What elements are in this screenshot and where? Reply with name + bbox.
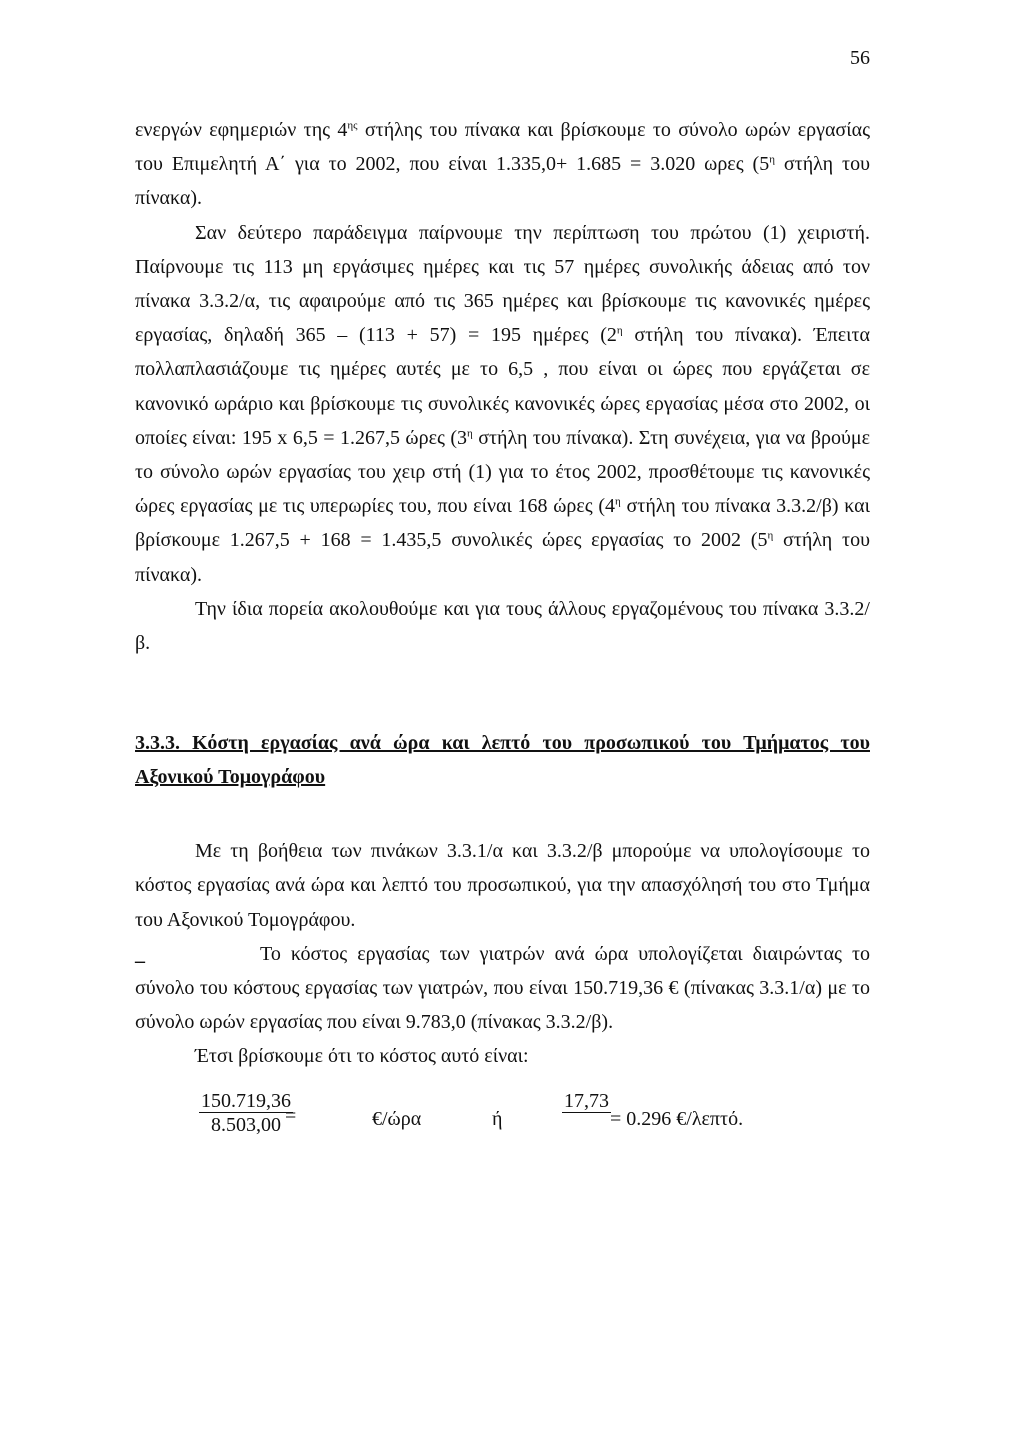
- unit-per-hour: €/ώρα: [372, 1107, 422, 1130]
- fraction-hours: [199, 1090, 293, 1137]
- equals-sign: =: [285, 1104, 297, 1127]
- cost-formula: [135, 1090, 870, 1160]
- result-per-minute: = 0.296 €/λεπτό.: [610, 1107, 744, 1130]
- paragraph-2: Σαν δεύτερο παράδειγμα παίρνουμε την περίπτωση του πρώτου (1) χειριστή. Παίρνουμε τις 113 μη εργάσιμες ημέρες και τις 57 ημέρες συνολικής άδειας από τον πίνακα 3.3.2/α, τις αφαιρούμε από τις 365 ημέρες και βρίσκουμε τις κανονικές ημέρες εργασίας, δηλαδή 365 – (113 + 57) = 195 ημέρες ($2^\eta$ στήλη του πίνακα). Έπειτα πολλαπλασιάζουμε τις ημέρες αυτές με το 6,5 , που είναι οι ώρες που εργάζεται σε κανονικό ωράριο και βρίσκουμε τις συνολικές κανονικές ώρες εργασίας μέσα στο 2002, οι οποίες είναι: 195 x 6,5 = 1.267,5 ώρες ($3^\eta$ στήλη του πίνακα). Στη συνέχεια, για να βρούμε το σύνολο ωρών εργασίας του χειρ στή (1) για το έτος 2002, προσθέτουμε τις κανονικές ώρες εργασίας με τις υπερωρίες του, που είναι 168 ώρες ($4^\eta$ στήλη του πίνακα 3.3.2/β) και βρίσκουμε 1.267,5 + 168 = 1.435,5 συνολικές ώρες εργασίας το 2002 ($5^\eta$ στήλη του πίνακα).: [135, 221, 870, 586]
- fraction-minutes: [562, 1090, 611, 1113]
- page-number: 56: [850, 47, 870, 69]
- document-body: [135, 113, 870, 1160]
- or-word: ή: [492, 1107, 503, 1130]
- section-heading: 3.3.3. Κόστη εργασίας ανά ώρα και λεπτό του προσωπικού του Τμήματος του Αξονικού Τομογράφου: [135, 732, 870, 789]
- fraction-numerator: 150.719,36: [201, 1089, 291, 1112]
- paragraph-4: Με τη βοήθεια των πινάκων 3.3.1/α και 3.3.2/β μπορούμε να υπολογίσουμε το κόστος εργασίας ανά ώρα και λεπτό του προσωπικού, για την απασχόλησή του στο Τμήμα του Αξονικού Τομογράφου.: [135, 840, 870, 931]
- list-dash: _: [135, 942, 145, 965]
- fraction-numerator-2: 17,73: [564, 1089, 609, 1112]
- paragraph-3: Την ίδια πορεία ακολουθούμε και για τους άλλους εργαζομένους του πίνακα 3.3.2/β.: [135, 597, 870, 655]
- fraction-denominator: 8.503,00: [211, 1113, 281, 1136]
- paragraph-1: ενεργών εφημεριών της $4^{\eta\varsigma}$ στήλης του πίνακα και βρίσκουμε το σύνολο ωρών εργασίας του Επιμελητή Α΄ για το 2002, που είναι 1.335,0+ 1.685 = 3.020 ωρες ($5^\eta$ στήλη του πίνακα).: [135, 119, 870, 210]
- paragraph-5: _ Το κόστος εργασίας των γιατρών ανά ώρα υπολογίζεται διαιρώντας το σύνολο του κόστους εργασίας των γιατρών, που είναι 150.719,36 € (πίνακας 3.3.1/α) με το σύνολο ωρών εργασίας που είναι 9.783,0 (πίνακας 3.3.2/β).: [135, 937, 870, 1040]
- paragraph-6: Έτσι βρίσκουμε ότι το κόστος αυτό είναι:: [195, 1045, 529, 1068]
